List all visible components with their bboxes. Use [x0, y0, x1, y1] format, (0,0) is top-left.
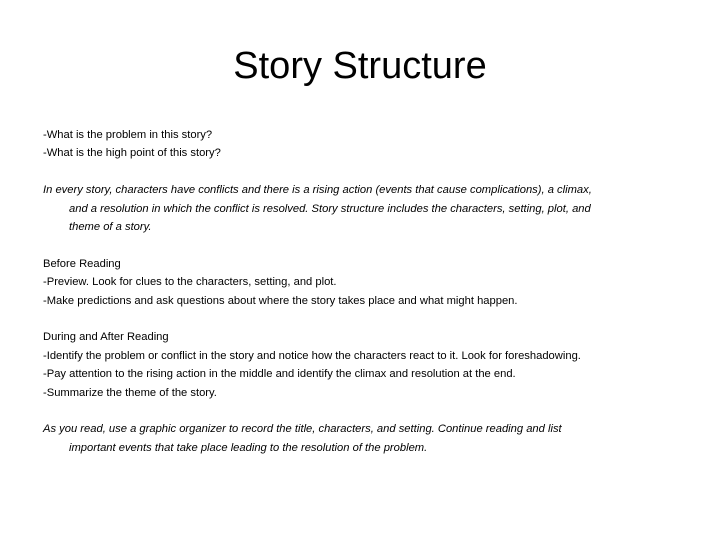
intro-line-3: theme of a story. — [69, 221, 152, 234]
guiding-questions — [43, 126, 683, 163]
closing-paragraph — [43, 420, 683, 457]
before-reading-item-1: -Preview. Look for clues to the characters, setting, and plot. — [43, 276, 337, 289]
slide-body — [43, 126, 683, 476]
during-after-heading: During and After Reading — [43, 331, 169, 344]
slide-title: Story Structure — [233, 45, 487, 87]
during-after-section — [43, 328, 683, 402]
intro-paragraph — [43, 181, 683, 236]
closing-line-2: important events that take place leading to the resolution of the problem. — [69, 441, 428, 454]
during-after-item-2: -Pay attention to the rising action in the middle and identify the climax and resolution at the end. — [43, 368, 516, 381]
during-after-item-1: -Identify the problem or conflict in the story and notice how the characters react to it. Look for foreshadowing. — [43, 349, 581, 362]
during-after-item-3: -Summarize the theme of the story. — [43, 386, 217, 399]
question-1: -What is the problem in this story? — [43, 129, 213, 141]
intro-line-2: and a resolution in which the conflict is resolved. Story structure includes the characters, setting, plot, and — [69, 202, 591, 215]
question-2: -What is the high point of this story? — [43, 147, 221, 160]
intro-line-1: In every story, characters have conflicts and there is a rising action (events that cause complications), a climax, — [43, 184, 592, 197]
closing-line-1: As you read, use a graphic organizer to record the title, characters, and setting. Continue reading and list — [43, 423, 562, 436]
before-reading-item-2: -Make predictions and ask questions about where the story takes place and what might happen. — [43, 294, 518, 307]
before-reading-section — [43, 255, 683, 310]
before-reading-heading: Before Reading — [43, 257, 121, 270]
